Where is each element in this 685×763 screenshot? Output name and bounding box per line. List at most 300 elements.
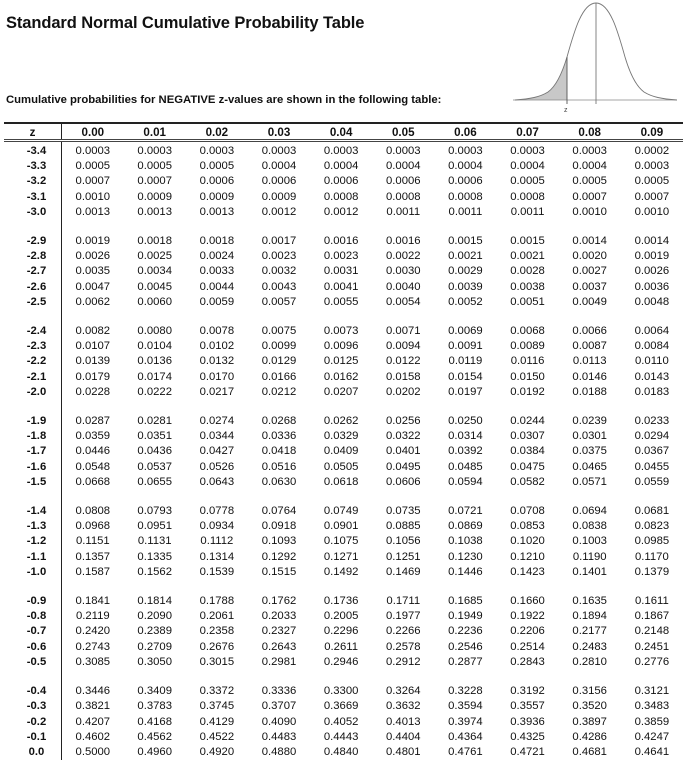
probability-cell: 0.0031 xyxy=(323,265,359,278)
table-row xyxy=(4,730,683,745)
probability-cell: 0.2389 xyxy=(137,625,172,638)
probability-cell: 0.1271 xyxy=(323,550,359,563)
probability-cell: 0.0307 xyxy=(510,430,545,443)
probability-cell: 0.0024 xyxy=(199,250,235,263)
probability-cell: 0.0017 xyxy=(261,235,297,248)
probability-cell: 0.0016 xyxy=(385,235,421,248)
z-value-cell: -2.4 xyxy=(4,324,62,339)
normal-curve-figure xyxy=(510,0,680,116)
spacer-cell xyxy=(62,580,684,594)
probability-cell: 0.1562 xyxy=(137,565,172,578)
probability-cell: 0.0367 xyxy=(634,445,670,458)
probability-cell: 0.2451 xyxy=(634,640,670,653)
probability-cell: 0.0087 xyxy=(572,340,607,353)
probability-cell: 0.0033 xyxy=(199,265,235,278)
probability-cell: 0.0485 xyxy=(448,460,483,473)
probability-cell: 0.1814 xyxy=(137,595,172,608)
probability-cell: 0.0005 xyxy=(137,160,172,173)
column-header: 0.00 xyxy=(62,123,124,141)
table-row xyxy=(4,594,683,609)
probability-cell: 0.0023 xyxy=(323,250,359,263)
probability-cell: 0.0049 xyxy=(572,295,607,308)
probability-cell: 0.1635 xyxy=(572,595,607,608)
probability-cell: 0.0778 xyxy=(199,505,235,518)
probability-cell: 0.0029 xyxy=(448,265,483,278)
probability-cell: 0.2005 xyxy=(323,610,359,623)
table-row xyxy=(4,339,683,354)
probability-cell: 0.3156 xyxy=(572,685,607,698)
probability-cell: 0.4207 xyxy=(75,715,111,728)
probability-cell: 0.3336 xyxy=(261,685,297,698)
probability-cell: 0.0051 xyxy=(510,295,545,308)
probability-cell: 0.4364 xyxy=(448,730,483,743)
table-row xyxy=(4,324,683,339)
probability-cell: 0.0250 xyxy=(448,415,483,428)
probability-cell: 0.2743 xyxy=(75,640,111,653)
probability-cell: 0.0099 xyxy=(261,340,297,353)
group-spacer xyxy=(4,670,683,684)
table-row xyxy=(4,715,683,730)
probability-cell: 0.0735 xyxy=(385,505,421,518)
probability-cell: 0.0446 xyxy=(75,445,111,458)
probability-cell: 0.0005 xyxy=(572,175,607,188)
probability-cell: 0.0026 xyxy=(634,265,670,278)
page-title: Standard Normal Cumulative Probability Table xyxy=(6,14,365,32)
probability-cell: 0.0013 xyxy=(199,205,235,218)
probability-cell: 0.0066 xyxy=(572,325,607,338)
probability-cell: 0.1093 xyxy=(261,535,297,548)
probability-cell: 0.2946 xyxy=(323,655,359,668)
probability-cell: 0.0035 xyxy=(75,265,111,278)
probability-cell: 0.0606 xyxy=(385,475,421,488)
table-row xyxy=(4,745,683,760)
probability-cell: 0.0139 xyxy=(75,355,111,368)
z-value-cell: -0.2 xyxy=(4,715,62,730)
probability-cell: 0.0384 xyxy=(510,445,545,458)
probability-cell: 0.3050 xyxy=(137,655,172,668)
probability-cell: 0.2177 xyxy=(572,625,607,638)
probability-cell: 0.1736 xyxy=(323,595,359,608)
probability-cell: 0.0116 xyxy=(510,355,545,368)
group-spacer xyxy=(4,490,683,504)
spacer-cell xyxy=(62,310,684,324)
probability-cell: 0.3409 xyxy=(137,685,172,698)
probability-cell: 0.3228 xyxy=(448,685,483,698)
probability-cell: 0.1292 xyxy=(261,550,297,563)
probability-cell: 0.1379 xyxy=(634,565,670,578)
probability-cell: 0.1335 xyxy=(137,550,172,563)
probability-cell: 0.0655 xyxy=(137,475,172,488)
probability-cell: 0.2033 xyxy=(261,610,297,623)
probability-cell: 0.2296 xyxy=(323,625,359,638)
probability-cell: 0.0594 xyxy=(448,475,483,488)
table-row xyxy=(4,205,683,220)
probability-cell: 0.0021 xyxy=(448,250,483,263)
table-row xyxy=(4,565,683,580)
probability-cell: 0.0091 xyxy=(448,340,483,353)
probability-cell: 0.0107 xyxy=(75,340,111,353)
probability-cell: 0.1075 xyxy=(323,535,359,548)
probability-cell: 0.0045 xyxy=(137,280,172,293)
z-value-cell: -2.1 xyxy=(4,370,62,385)
probability-cell: 0.1003 xyxy=(572,535,607,548)
probability-cell: 0.3446 xyxy=(75,685,111,698)
probability-cell: 0.0516 xyxy=(261,460,297,473)
probability-cell: 0.0212 xyxy=(261,385,297,398)
probability-cell: 0.3300 xyxy=(323,685,359,698)
probability-cell: 0.3121 xyxy=(634,685,670,698)
z-value-cell: -0.5 xyxy=(4,655,62,670)
probability-cell: 0.0015 xyxy=(448,235,483,248)
probability-cell: 0.1190 xyxy=(572,550,607,563)
probability-cell: 0.1230 xyxy=(448,550,483,563)
probability-cell: 0.0006 xyxy=(261,175,297,188)
probability-cell: 0.4247 xyxy=(634,730,670,743)
probability-cell: 0.1314 xyxy=(199,550,235,563)
probability-cell: 0.0003 xyxy=(323,145,359,157)
probability-cell: 0.0015 xyxy=(510,235,545,248)
probability-cell: 0.2358 xyxy=(199,625,235,638)
probability-cell: 0.0013 xyxy=(137,205,172,218)
probability-cell: 0.0409 xyxy=(323,445,359,458)
probability-cell: 0.0016 xyxy=(323,235,359,248)
probability-cell: 0.3745 xyxy=(199,700,235,713)
probability-cell: 0.0018 xyxy=(137,235,172,248)
probability-cell: 0.1515 xyxy=(261,565,297,578)
table-row xyxy=(4,609,683,624)
probability-cell: 0.2266 xyxy=(385,625,421,638)
probability-cell: 0.0027 xyxy=(572,265,607,278)
probability-cell: 0.0055 xyxy=(323,295,359,308)
probability-cell: 0.0170 xyxy=(199,370,235,383)
probability-cell: 0.3632 xyxy=(385,700,421,713)
probability-cell: 0.0548 xyxy=(75,460,111,473)
column-header: 0.06 xyxy=(434,123,496,141)
probability-cell: 0.0132 xyxy=(199,355,235,368)
probability-cell: 0.5000 xyxy=(75,745,111,758)
probability-cell: 0.0901 xyxy=(323,520,359,533)
probability-cell: 0.3015 xyxy=(199,655,235,668)
probability-cell: 0.0233 xyxy=(634,415,670,428)
probability-cell: 0.0694 xyxy=(572,505,607,518)
spacer-cell xyxy=(62,220,684,234)
probability-cell: 0.0146 xyxy=(572,370,607,383)
probability-cell: 0.0104 xyxy=(137,340,172,353)
probability-cell: 0.0329 xyxy=(323,430,359,443)
probability-table-container xyxy=(4,122,685,760)
z-label: z xyxy=(564,107,568,114)
probability-cell: 0.3821 xyxy=(75,700,111,713)
probability-cell: 0.0287 xyxy=(75,415,111,428)
z-value-cell: -1.6 xyxy=(4,460,62,475)
probability-cell: 0.0582 xyxy=(510,475,545,488)
probability-cell: 0.0158 xyxy=(385,370,421,383)
probability-cell: 0.0207 xyxy=(323,385,359,398)
probability-cell: 0.0004 xyxy=(323,160,359,173)
table-row xyxy=(4,624,683,639)
probability-cell: 0.0559 xyxy=(634,475,670,488)
probability-cell: 0.0007 xyxy=(137,175,172,188)
probability-cell: 0.2810 xyxy=(572,655,607,668)
probability-cell: 0.2546 xyxy=(448,640,483,653)
probability-cell: 0.0918 xyxy=(261,520,297,533)
table-row xyxy=(4,475,683,490)
probability-cell: 0.0301 xyxy=(572,430,607,443)
probability-cell: 0.2776 xyxy=(634,655,670,668)
probability-cell: 0.0427 xyxy=(199,445,235,458)
probability-cell: 0.0073 xyxy=(323,325,359,338)
probability-cell: 0.0102 xyxy=(199,340,235,353)
probability-cell: 0.4880 xyxy=(261,745,297,758)
group-spacer xyxy=(4,220,683,234)
z-value-cell: -3.4 xyxy=(4,141,62,160)
probability-cell: 0.0012 xyxy=(323,205,359,218)
table-row xyxy=(4,280,683,295)
probability-cell: 0.1056 xyxy=(385,535,421,548)
group-spacer xyxy=(4,310,683,324)
probability-cell: 0.0048 xyxy=(634,295,670,308)
probability-cell: 0.2611 xyxy=(324,640,358,653)
probability-cell: 0.0005 xyxy=(634,175,670,188)
probability-cell: 0.0668 xyxy=(75,475,111,488)
probability-cell: 0.0002 xyxy=(634,145,670,157)
table-row xyxy=(4,504,683,519)
probability-cell: 0.0018 xyxy=(199,235,235,248)
table-row xyxy=(4,534,683,549)
probability-cell: 0.0004 xyxy=(510,160,545,173)
table-row xyxy=(4,174,683,189)
spacer-cell xyxy=(4,400,62,414)
probability-cell: 0.1170 xyxy=(635,550,669,563)
probability-cell: 0.0174 xyxy=(137,370,172,383)
probability-cell: 0.0007 xyxy=(634,190,670,203)
z-value-cell: -2.7 xyxy=(4,264,62,279)
probability-cell: 0.0418 xyxy=(261,445,297,458)
probability-cell: 0.2061 xyxy=(199,610,235,623)
probability-cell: 0.0008 xyxy=(323,190,359,203)
z-value-cell: -2.6 xyxy=(4,280,62,295)
z-value-cell: -3.0 xyxy=(4,205,62,220)
probability-cell: 0.1867 xyxy=(634,610,670,623)
z-value-cell: -0.3 xyxy=(4,699,62,714)
probability-cell: 0.0188 xyxy=(572,385,607,398)
probability-cell: 0.3594 xyxy=(448,700,483,713)
probability-cell: 0.1020 xyxy=(510,535,545,548)
probability-cell: 0.0359 xyxy=(75,430,111,443)
probability-cell: 0.0005 xyxy=(199,160,235,173)
probability-cell: 0.0793 xyxy=(137,505,172,518)
table-row xyxy=(4,370,683,385)
probability-cell: 0.1357 xyxy=(75,550,111,563)
probability-cell: 0.0202 xyxy=(385,385,421,398)
probability-cell: 0.0003 xyxy=(385,145,421,157)
probability-cell: 0.0004 xyxy=(448,160,483,173)
z-value-cell: -1.9 xyxy=(4,414,62,429)
spacer-cell xyxy=(4,310,62,324)
probability-cell: 0.1660 xyxy=(510,595,545,608)
probability-cell: 0.0008 xyxy=(448,190,483,203)
probability-cell: 0.4681 xyxy=(572,745,607,758)
probability-cell: 0.1492 xyxy=(323,565,359,578)
z-value-cell: -3.1 xyxy=(4,190,62,205)
table-caption: Cumulative probabilities for NEGATIVE z-values are shown in the following table: xyxy=(6,94,442,106)
probability-cell: 0.0028 xyxy=(510,265,545,278)
table-row xyxy=(4,460,683,475)
probability-cell: 0.0041 xyxy=(323,280,359,293)
probability-cell: 0.0005 xyxy=(75,160,111,173)
probability-cell: 0.0003 xyxy=(75,145,111,157)
z-value-cell: -0.6 xyxy=(4,640,62,655)
probability-cell: 0.4286 xyxy=(572,730,607,743)
probability-cell: 0.3085 xyxy=(75,655,111,668)
probability-cell: 0.0351 xyxy=(137,430,172,443)
probability-cell: 0.2643 xyxy=(261,640,297,653)
probability-cell: 0.0011 xyxy=(386,205,421,218)
probability-cell: 0.0465 xyxy=(572,460,607,473)
probability-cell: 0.0262 xyxy=(323,415,359,428)
z-value-cell: -0.1 xyxy=(4,730,62,745)
probability-cell: 0.0075 xyxy=(261,325,297,338)
probability-cell: 0.1894 xyxy=(572,610,607,623)
probability-cell: 0.0951 xyxy=(137,520,172,533)
z-value-cell: -1.8 xyxy=(4,429,62,444)
probability-cell: 0.0197 xyxy=(448,385,483,398)
probability-cell: 0.2877 xyxy=(448,655,483,668)
probability-cell: 0.0618 xyxy=(323,475,359,488)
probability-cell: 0.0136 xyxy=(137,355,172,368)
probability-cell: 0.0968 xyxy=(75,520,111,533)
z-value-cell: -2.8 xyxy=(4,249,62,264)
probability-cell: 0.1401 xyxy=(572,565,607,578)
table-row xyxy=(4,249,683,264)
probability-cell: 0.3897 xyxy=(572,715,607,728)
probability-cell: 0.1788 xyxy=(199,595,235,608)
table-row xyxy=(4,655,683,670)
spacer-cell xyxy=(4,670,62,684)
probability-cell: 0.0007 xyxy=(75,175,111,188)
table-row xyxy=(4,444,683,459)
probability-cell: 0.0003 xyxy=(572,145,607,157)
probability-cell: 0.0006 xyxy=(199,175,235,188)
probability-cell: 0.2981 xyxy=(261,655,297,668)
probability-cell: 0.0064 xyxy=(634,325,670,338)
probability-cell: 0.1151 xyxy=(75,535,110,548)
probability-cell: 0.0003 xyxy=(510,145,545,157)
shaded-tail-area xyxy=(515,57,567,100)
table-row xyxy=(4,190,683,205)
probability-cell: 0.4522 xyxy=(199,730,235,743)
probability-cell: 0.0004 xyxy=(385,160,421,173)
probability-cell: 0.2483 xyxy=(572,640,607,653)
probability-cell: 0.0034 xyxy=(137,265,172,278)
probability-cell: 0.0019 xyxy=(634,250,670,263)
probability-cell: 0.3520 xyxy=(572,700,607,713)
probability-cell: 0.4602 xyxy=(75,730,111,743)
probability-cell: 0.0228 xyxy=(75,385,111,398)
table-row xyxy=(4,385,683,400)
probability-cell: 0.4325 xyxy=(510,730,545,743)
probability-cell: 0.0119 xyxy=(448,355,483,368)
probability-cell: 0.0005 xyxy=(510,175,545,188)
probability-cell: 0.0060 xyxy=(137,295,172,308)
probability-cell: 0.0375 xyxy=(572,445,607,458)
probability-cell: 0.0192 xyxy=(510,385,545,398)
probability-cell: 0.1131 xyxy=(137,535,172,548)
probability-cell: 0.0401 xyxy=(385,445,421,458)
probability-cell: 0.0084 xyxy=(634,340,670,353)
z-value-cell: -1.0 xyxy=(4,565,62,580)
probability-cell: 0.0268 xyxy=(261,415,297,428)
probability-cell: 0.0314 xyxy=(448,430,483,443)
probability-cell: 0.0047 xyxy=(75,280,111,293)
probability-cell: 0.0526 xyxy=(199,460,235,473)
probability-cell: 0.0009 xyxy=(261,190,297,203)
table-row xyxy=(4,414,683,429)
group-spacer xyxy=(4,580,683,594)
probability-cell: 0.0036 xyxy=(634,280,670,293)
probability-cell: 0.0838 xyxy=(572,520,607,533)
probability-cell: 0.0256 xyxy=(385,415,421,428)
probability-cell: 0.0006 xyxy=(448,175,483,188)
z-value-cell: -3.2 xyxy=(4,174,62,189)
probability-cell: 0.1611 xyxy=(635,595,669,608)
z-value-cell: -1.4 xyxy=(4,504,62,519)
probability-cell: 0.0089 xyxy=(510,340,545,353)
probability-cell: 0.2420 xyxy=(75,625,111,638)
table-row xyxy=(4,519,683,534)
probability-cell: 0.0007 xyxy=(572,190,607,203)
probability-cell: 0.4443 xyxy=(323,730,359,743)
probability-cell: 0.0014 xyxy=(634,235,670,248)
probability-cell: 0.0179 xyxy=(75,370,111,383)
probability-cell: 0.4641 xyxy=(634,745,670,758)
probability-cell: 0.0026 xyxy=(75,250,111,263)
probability-cell: 0.0057 xyxy=(261,295,297,308)
z-value-cell: -2.3 xyxy=(4,339,62,354)
probability-cell: 0.0011 xyxy=(448,205,483,218)
probability-cell: 0.0244 xyxy=(510,415,545,428)
probability-cell: 0.0008 xyxy=(385,190,421,203)
probability-cell: 0.2676 xyxy=(199,640,235,653)
column-header: 0.07 xyxy=(496,123,558,141)
probability-cell: 0.1251 xyxy=(385,550,421,563)
probability-cell: 0.0708 xyxy=(510,505,545,518)
probability-cell: 0.1922 xyxy=(510,610,545,623)
probability-cell: 0.0294 xyxy=(634,430,670,443)
probability-cell: 0.0021 xyxy=(510,250,545,263)
probability-cell: 0.0392 xyxy=(448,445,483,458)
probability-cell: 0.0030 xyxy=(385,265,421,278)
probability-cell: 0.4052 xyxy=(323,715,359,728)
probability-cell: 0.0052 xyxy=(448,295,483,308)
probability-cell: 0.0110 xyxy=(635,355,669,368)
probability-cell: 0.0571 xyxy=(572,475,607,488)
probability-cell: 0.0217 xyxy=(199,385,235,398)
probability-cell: 0.0495 xyxy=(385,460,421,473)
column-header: 0.09 xyxy=(621,123,683,141)
probability-cell: 0.0068 xyxy=(510,325,545,338)
probability-cell: 0.0869 xyxy=(448,520,483,533)
probability-cell: 0.0630 xyxy=(261,475,297,488)
table-row xyxy=(4,295,683,310)
probability-cell: 0.0069 xyxy=(448,325,483,338)
spacer-cell xyxy=(4,490,62,504)
table-header-row xyxy=(4,123,683,141)
probability-cell: 0.0003 xyxy=(261,145,297,157)
probability-cell: 0.4562 xyxy=(137,730,172,743)
z-value-cell: -1.7 xyxy=(4,444,62,459)
z-value-cell: -3.3 xyxy=(4,159,62,174)
